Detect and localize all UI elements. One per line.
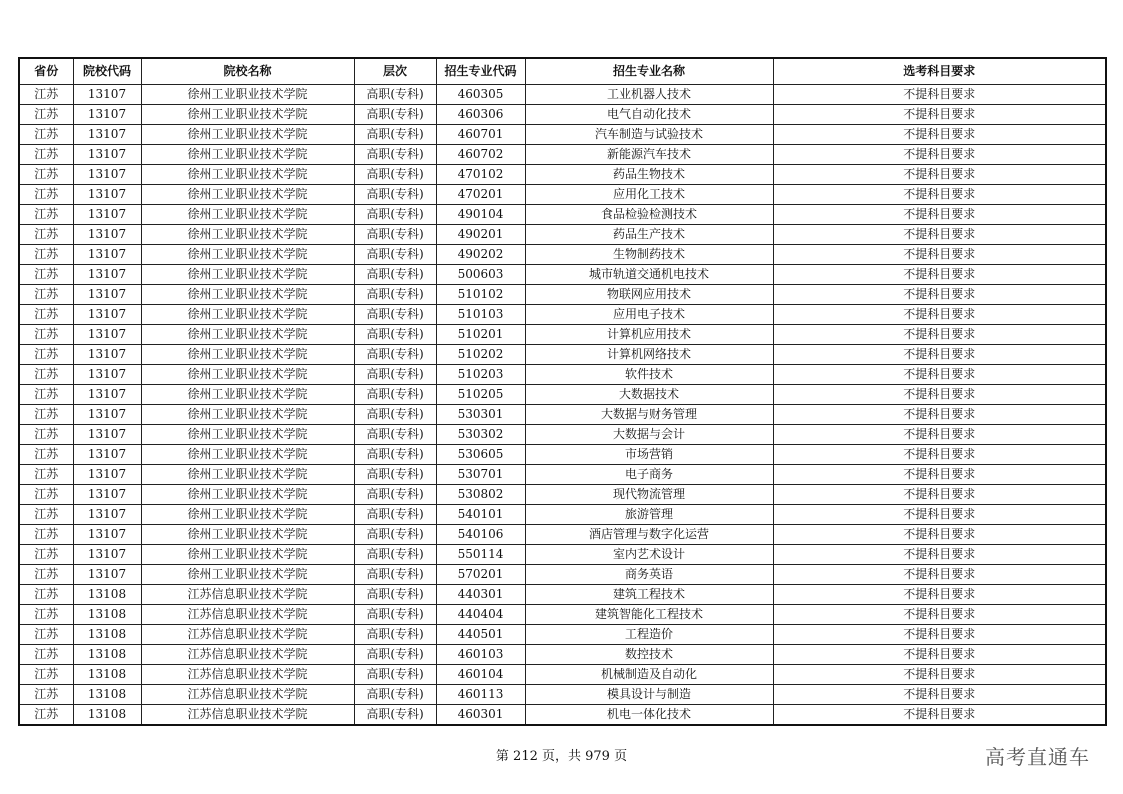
level-cell: 高职(专科) <box>354 585 436 605</box>
level-cell: 高职(专科) <box>354 425 436 445</box>
school-code-cell: 13107 <box>73 145 141 165</box>
admissions-table <box>18 57 1107 726</box>
province-cell: 江苏 <box>19 345 73 365</box>
school-name-cell: 江苏信息职业技术学院 <box>141 585 354 605</box>
table-body <box>19 85 1106 726</box>
school-code-cell: 13107 <box>73 225 141 245</box>
province-cell: 江苏 <box>19 325 73 345</box>
level-cell: 高职(专科) <box>354 305 436 325</box>
major-name-cell: 数控技术 <box>525 645 773 665</box>
province-cell: 江苏 <box>19 405 73 425</box>
school-name-cell: 徐州工业职业技术学院 <box>141 105 354 125</box>
school-code-cell: 13107 <box>73 85 141 105</box>
table-row <box>19 85 1106 105</box>
major-code-cell: 460113 <box>436 685 525 705</box>
major-name-cell: 大数据技术 <box>525 385 773 405</box>
major-code-cell: 460305 <box>436 85 525 105</box>
table-row <box>19 445 1106 465</box>
school-code-cell: 13107 <box>73 325 141 345</box>
level-cell: 高职(专科) <box>354 325 436 345</box>
school-code-cell: 13107 <box>73 305 141 325</box>
major-name-cell: 现代物流管理 <box>525 485 773 505</box>
school-name-cell: 江苏信息职业技术学院 <box>141 705 354 726</box>
subject-requirement-cell: 不提科目要求 <box>773 285 1106 305</box>
school-code-cell: 13107 <box>73 285 141 305</box>
level-cell: 高职(专科) <box>354 605 436 625</box>
province-cell: 江苏 <box>19 365 73 385</box>
major-code-cell: 460701 <box>436 125 525 145</box>
header-school-code: 院校代码 <box>73 58 141 85</box>
table-row <box>19 265 1106 285</box>
province-cell: 江苏 <box>19 385 73 405</box>
school-name-cell: 徐州工业职业技术学院 <box>141 185 354 205</box>
table-row <box>19 105 1106 125</box>
major-name-cell: 旅游管理 <box>525 505 773 525</box>
level-cell: 高职(专科) <box>354 445 436 465</box>
level-cell: 高职(专科) <box>354 285 436 305</box>
major-name-cell: 城市轨道交通机电技术 <box>525 265 773 285</box>
table-row <box>19 325 1106 345</box>
subject-requirement-cell: 不提科目要求 <box>773 485 1106 505</box>
major-name-cell: 计算机网络技术 <box>525 345 773 365</box>
school-name-cell: 徐州工业职业技术学院 <box>141 285 354 305</box>
page-number: 第 212 页，共 979 页 <box>495 749 628 764</box>
subject-requirement-cell: 不提科目要求 <box>773 265 1106 285</box>
major-name-cell: 计算机应用技术 <box>525 325 773 345</box>
subject-requirement-cell: 不提科目要求 <box>773 345 1106 365</box>
major-name-cell: 电子商务 <box>525 465 773 485</box>
school-code-cell: 13107 <box>73 245 141 265</box>
table-row <box>19 165 1106 185</box>
subject-requirement-cell: 不提科目要求 <box>773 365 1106 385</box>
major-code-cell: 510103 <box>436 305 525 325</box>
major-name-cell: 药品生产技术 <box>525 225 773 245</box>
province-cell: 江苏 <box>19 585 73 605</box>
level-cell: 高职(专科) <box>354 525 436 545</box>
subject-requirement-cell: 不提科目要求 <box>773 465 1106 485</box>
school-name-cell: 徐州工业职业技术学院 <box>141 265 354 285</box>
major-name-cell: 生物制药技术 <box>525 245 773 265</box>
major-code-cell: 540101 <box>436 505 525 525</box>
header-major-code: 招生专业代码 <box>436 58 525 85</box>
major-name-cell: 药品生物技术 <box>525 165 773 185</box>
school-code-cell: 13107 <box>73 445 141 465</box>
school-name-cell: 徐州工业职业技术学院 <box>141 145 354 165</box>
table-row <box>19 685 1106 705</box>
subject-requirement-cell: 不提科目要求 <box>773 385 1106 405</box>
major-code-cell: 570201 <box>436 565 525 585</box>
province-cell: 江苏 <box>19 425 73 445</box>
level-cell: 高职(专科) <box>354 145 436 165</box>
major-code-cell: 530605 <box>436 445 525 465</box>
table-row <box>19 145 1106 165</box>
major-name-cell: 大数据与会计 <box>525 425 773 445</box>
major-name-cell: 商务英语 <box>525 565 773 585</box>
table-row <box>19 585 1106 605</box>
major-code-cell: 470201 <box>436 185 525 205</box>
table-row <box>19 225 1106 245</box>
level-cell: 高职(专科) <box>354 85 436 105</box>
province-cell: 江苏 <box>19 305 73 325</box>
province-cell: 江苏 <box>19 125 73 145</box>
province-cell: 江苏 <box>19 545 73 565</box>
major-name-cell: 应用化工技术 <box>525 185 773 205</box>
watermark-logo: 高考直通车 <box>985 745 1090 769</box>
table-header <box>19 58 1106 85</box>
school-code-cell: 13107 <box>73 205 141 225</box>
level-cell: 高职(专科) <box>354 365 436 385</box>
major-name-cell: 机电一体化技术 <box>525 705 773 726</box>
school-name-cell: 徐州工业职业技术学院 <box>141 565 354 585</box>
subject-requirement-cell: 不提科目要求 <box>773 505 1106 525</box>
table-row <box>19 285 1106 305</box>
table-row <box>19 645 1106 665</box>
school-code-cell: 13107 <box>73 505 141 525</box>
province-cell: 江苏 <box>19 665 73 685</box>
table-row <box>19 305 1106 325</box>
subject-requirement-cell: 不提科目要求 <box>773 85 1106 105</box>
school-code-cell: 13107 <box>73 165 141 185</box>
level-cell: 高职(专科) <box>354 705 436 726</box>
table-row <box>19 125 1106 145</box>
school-name-cell: 徐州工业职业技术学院 <box>141 325 354 345</box>
major-code-cell: 510102 <box>436 285 525 305</box>
major-name-cell: 电气自动化技术 <box>525 105 773 125</box>
table-row <box>19 465 1106 485</box>
level-cell: 高职(专科) <box>354 105 436 125</box>
subject-requirement-cell: 不提科目要求 <box>773 605 1106 625</box>
major-name-cell: 大数据与财务管理 <box>525 405 773 425</box>
major-code-cell: 510205 <box>436 385 525 405</box>
table-row <box>19 385 1106 405</box>
major-name-cell: 汽车制造与试验技术 <box>525 125 773 145</box>
major-code-cell: 510202 <box>436 345 525 365</box>
subject-requirement-cell: 不提科目要求 <box>773 145 1106 165</box>
major-code-cell: 530301 <box>436 405 525 425</box>
province-cell: 江苏 <box>19 145 73 165</box>
school-name-cell: 江苏信息职业技术学院 <box>141 665 354 685</box>
school-name-cell: 徐州工业职业技术学院 <box>141 405 354 425</box>
major-code-cell: 500603 <box>436 265 525 285</box>
school-code-cell: 13108 <box>73 645 141 665</box>
subject-requirement-cell: 不提科目要求 <box>773 445 1106 465</box>
level-cell: 高职(专科) <box>354 345 436 365</box>
subject-requirement-cell: 不提科目要求 <box>773 325 1106 345</box>
level-cell: 高职(专科) <box>354 685 436 705</box>
subject-requirement-cell: 不提科目要求 <box>773 565 1106 585</box>
table-row <box>19 405 1106 425</box>
school-name-cell: 徐州工业职业技术学院 <box>141 165 354 185</box>
subject-requirement-cell: 不提科目要求 <box>773 425 1106 445</box>
major-code-cell: 460103 <box>436 645 525 665</box>
major-code-cell: 460104 <box>436 665 525 685</box>
school-name-cell: 徐州工业职业技术学院 <box>141 445 354 465</box>
school-name-cell: 徐州工业职业技术学院 <box>141 225 354 245</box>
school-name-cell: 江苏信息职业技术学院 <box>141 645 354 665</box>
major-name-cell: 应用电子技术 <box>525 305 773 325</box>
major-code-cell: 530802 <box>436 485 525 505</box>
school-name-cell: 徐州工业职业技术学院 <box>141 305 354 325</box>
table-row <box>19 345 1106 365</box>
subject-requirement-cell: 不提科目要求 <box>773 305 1106 325</box>
school-code-cell: 13107 <box>73 465 141 485</box>
province-cell: 江苏 <box>19 485 73 505</box>
school-name-cell: 徐州工业职业技术学院 <box>141 205 354 225</box>
table-row <box>19 705 1106 726</box>
major-code-cell: 530302 <box>436 425 525 445</box>
school-name-cell: 徐州工业职业技术学院 <box>141 425 354 445</box>
school-code-cell: 13108 <box>73 685 141 705</box>
province-cell: 江苏 <box>19 85 73 105</box>
level-cell: 高职(专科) <box>354 165 436 185</box>
school-code-cell: 13107 <box>73 385 141 405</box>
school-code-cell: 13107 <box>73 525 141 545</box>
subject-requirement-cell: 不提科目要求 <box>773 525 1106 545</box>
school-name-cell: 江苏信息职业技术学院 <box>141 685 354 705</box>
level-cell: 高职(专科) <box>354 185 436 205</box>
school-name-cell: 江苏信息职业技术学院 <box>141 625 354 645</box>
major-name-cell: 酒店管理与数字化运营 <box>525 525 773 545</box>
level-cell: 高职(专科) <box>354 125 436 145</box>
province-cell: 江苏 <box>19 505 73 525</box>
school-code-cell: 13107 <box>73 425 141 445</box>
school-name-cell: 徐州工业职业技术学院 <box>141 485 354 505</box>
major-name-cell: 工业机器人技术 <box>525 85 773 105</box>
header-subject-requirement: 选考科目要求 <box>773 58 1106 85</box>
school-name-cell: 徐州工业职业技术学院 <box>141 245 354 265</box>
school-name-cell: 徐州工业职业技术学院 <box>141 385 354 405</box>
subject-requirement-cell: 不提科目要求 <box>773 685 1106 705</box>
header-school-name: 院校名称 <box>141 58 354 85</box>
major-code-cell: 540106 <box>436 525 525 545</box>
table-row <box>19 365 1106 385</box>
school-code-cell: 13108 <box>73 585 141 605</box>
table-row <box>19 565 1106 585</box>
table-row <box>19 185 1106 205</box>
subject-requirement-cell: 不提科目要求 <box>773 705 1106 726</box>
school-name-cell: 徐州工业职业技术学院 <box>141 525 354 545</box>
province-cell: 江苏 <box>19 285 73 305</box>
school-code-cell: 13107 <box>73 565 141 585</box>
major-code-cell: 440301 <box>436 585 525 605</box>
major-code-cell: 510203 <box>436 365 525 385</box>
level-cell: 高职(专科) <box>354 485 436 505</box>
table-row <box>19 485 1106 505</box>
level-cell: 高职(专科) <box>354 245 436 265</box>
major-name-cell: 模具设计与制造 <box>525 685 773 705</box>
major-code-cell: 440501 <box>436 625 525 645</box>
school-code-cell: 13107 <box>73 545 141 565</box>
major-name-cell: 工程造价 <box>525 625 773 645</box>
major-name-cell: 食品检验检测技术 <box>525 205 773 225</box>
table-row <box>19 205 1106 225</box>
school-name-cell: 徐州工业职业技术学院 <box>141 345 354 365</box>
table-row <box>19 625 1106 645</box>
major-name-cell: 物联网应用技术 <box>525 285 773 305</box>
province-cell: 江苏 <box>19 465 73 485</box>
school-code-cell: 13107 <box>73 105 141 125</box>
major-code-cell: 470102 <box>436 165 525 185</box>
major-name-cell: 市场营销 <box>525 445 773 465</box>
school-name-cell: 徐州工业职业技术学院 <box>141 465 354 485</box>
table-row <box>19 665 1106 685</box>
level-cell: 高职(专科) <box>354 465 436 485</box>
subject-requirement-cell: 不提科目要求 <box>773 185 1106 205</box>
level-cell: 高职(专科) <box>354 665 436 685</box>
major-name-cell: 新能源汽车技术 <box>525 145 773 165</box>
major-name-cell: 建筑工程技术 <box>525 585 773 605</box>
level-cell: 高职(专科) <box>354 645 436 665</box>
school-code-cell: 13107 <box>73 185 141 205</box>
header-major-name: 招生专业名称 <box>525 58 773 85</box>
major-code-cell: 510201 <box>436 325 525 345</box>
major-code-cell: 490202 <box>436 245 525 265</box>
level-cell: 高职(专科) <box>354 205 436 225</box>
header-province: 省份 <box>19 58 73 85</box>
province-cell: 江苏 <box>19 105 73 125</box>
major-code-cell: 550114 <box>436 545 525 565</box>
table-row <box>19 425 1106 445</box>
subject-requirement-cell: 不提科目要求 <box>773 645 1106 665</box>
province-cell: 江苏 <box>19 265 73 285</box>
level-cell: 高职(专科) <box>354 265 436 285</box>
table-row <box>19 605 1106 625</box>
level-cell: 高职(专科) <box>354 625 436 645</box>
level-cell: 高职(专科) <box>354 565 436 585</box>
school-code-cell: 13107 <box>73 365 141 385</box>
table-row <box>19 545 1106 565</box>
major-name-cell: 软件技术 <box>525 365 773 385</box>
school-code-cell: 13107 <box>73 345 141 365</box>
school-code-cell: 13107 <box>73 265 141 285</box>
province-cell: 江苏 <box>19 645 73 665</box>
province-cell: 江苏 <box>19 205 73 225</box>
school-code-cell: 13108 <box>73 665 141 685</box>
province-cell: 江苏 <box>19 225 73 245</box>
subject-requirement-cell: 不提科目要求 <box>773 165 1106 185</box>
province-cell: 江苏 <box>19 245 73 265</box>
major-code-cell: 490201 <box>436 225 525 245</box>
major-name-cell: 建筑智能化工程技术 <box>525 605 773 625</box>
subject-requirement-cell: 不提科目要求 <box>773 545 1106 565</box>
school-code-cell: 13108 <box>73 605 141 625</box>
table-row <box>19 505 1106 525</box>
major-code-cell: 440404 <box>436 605 525 625</box>
school-name-cell: 徐州工业职业技术学院 <box>141 365 354 385</box>
subject-requirement-cell: 不提科目要求 <box>773 585 1106 605</box>
level-cell: 高职(专科) <box>354 505 436 525</box>
province-cell: 江苏 <box>19 445 73 465</box>
province-cell: 江苏 <box>19 705 73 726</box>
school-name-cell: 徐州工业职业技术学院 <box>141 85 354 105</box>
major-code-cell: 460306 <box>436 105 525 125</box>
province-cell: 江苏 <box>19 185 73 205</box>
level-cell: 高职(专科) <box>354 405 436 425</box>
level-cell: 高职(专科) <box>354 385 436 405</box>
school-name-cell: 徐州工业职业技术学院 <box>141 545 354 565</box>
major-name-cell: 机械制造及自动化 <box>525 665 773 685</box>
school-code-cell: 13108 <box>73 625 141 645</box>
school-code-cell: 13108 <box>73 705 141 726</box>
school-name-cell: 江苏信息职业技术学院 <box>141 605 354 625</box>
header-level: 层次 <box>354 58 436 85</box>
subject-requirement-cell: 不提科目要求 <box>773 625 1106 645</box>
school-code-cell: 13107 <box>73 405 141 425</box>
subject-requirement-cell: 不提科目要求 <box>773 245 1106 265</box>
province-cell: 江苏 <box>19 165 73 185</box>
province-cell: 江苏 <box>19 625 73 645</box>
province-cell: 江苏 <box>19 565 73 585</box>
major-code-cell: 530701 <box>436 465 525 485</box>
subject-requirement-cell: 不提科目要求 <box>773 125 1106 145</box>
school-name-cell: 徐州工业职业技术学院 <box>141 505 354 525</box>
level-cell: 高职(专科) <box>354 225 436 245</box>
subject-requirement-cell: 不提科目要求 <box>773 105 1106 125</box>
major-code-cell: 460301 <box>436 705 525 726</box>
subject-requirement-cell: 不提科目要求 <box>773 225 1106 245</box>
school-name-cell: 徐州工业职业技术学院 <box>141 125 354 145</box>
major-code-cell: 490104 <box>436 205 525 225</box>
province-cell: 江苏 <box>19 685 73 705</box>
major-name-cell: 室内艺术设计 <box>525 545 773 565</box>
level-cell: 高职(专科) <box>354 545 436 565</box>
school-code-cell: 13107 <box>73 485 141 505</box>
province-cell: 江苏 <box>19 605 73 625</box>
table-row <box>19 245 1106 265</box>
province-cell: 江苏 <box>19 525 73 545</box>
subject-requirement-cell: 不提科目要求 <box>773 405 1106 425</box>
school-code-cell: 13107 <box>73 125 141 145</box>
table-row <box>19 525 1106 545</box>
subject-requirement-cell: 不提科目要求 <box>773 665 1106 685</box>
subject-requirement-cell: 不提科目要求 <box>773 205 1106 225</box>
major-code-cell: 460702 <box>436 145 525 165</box>
